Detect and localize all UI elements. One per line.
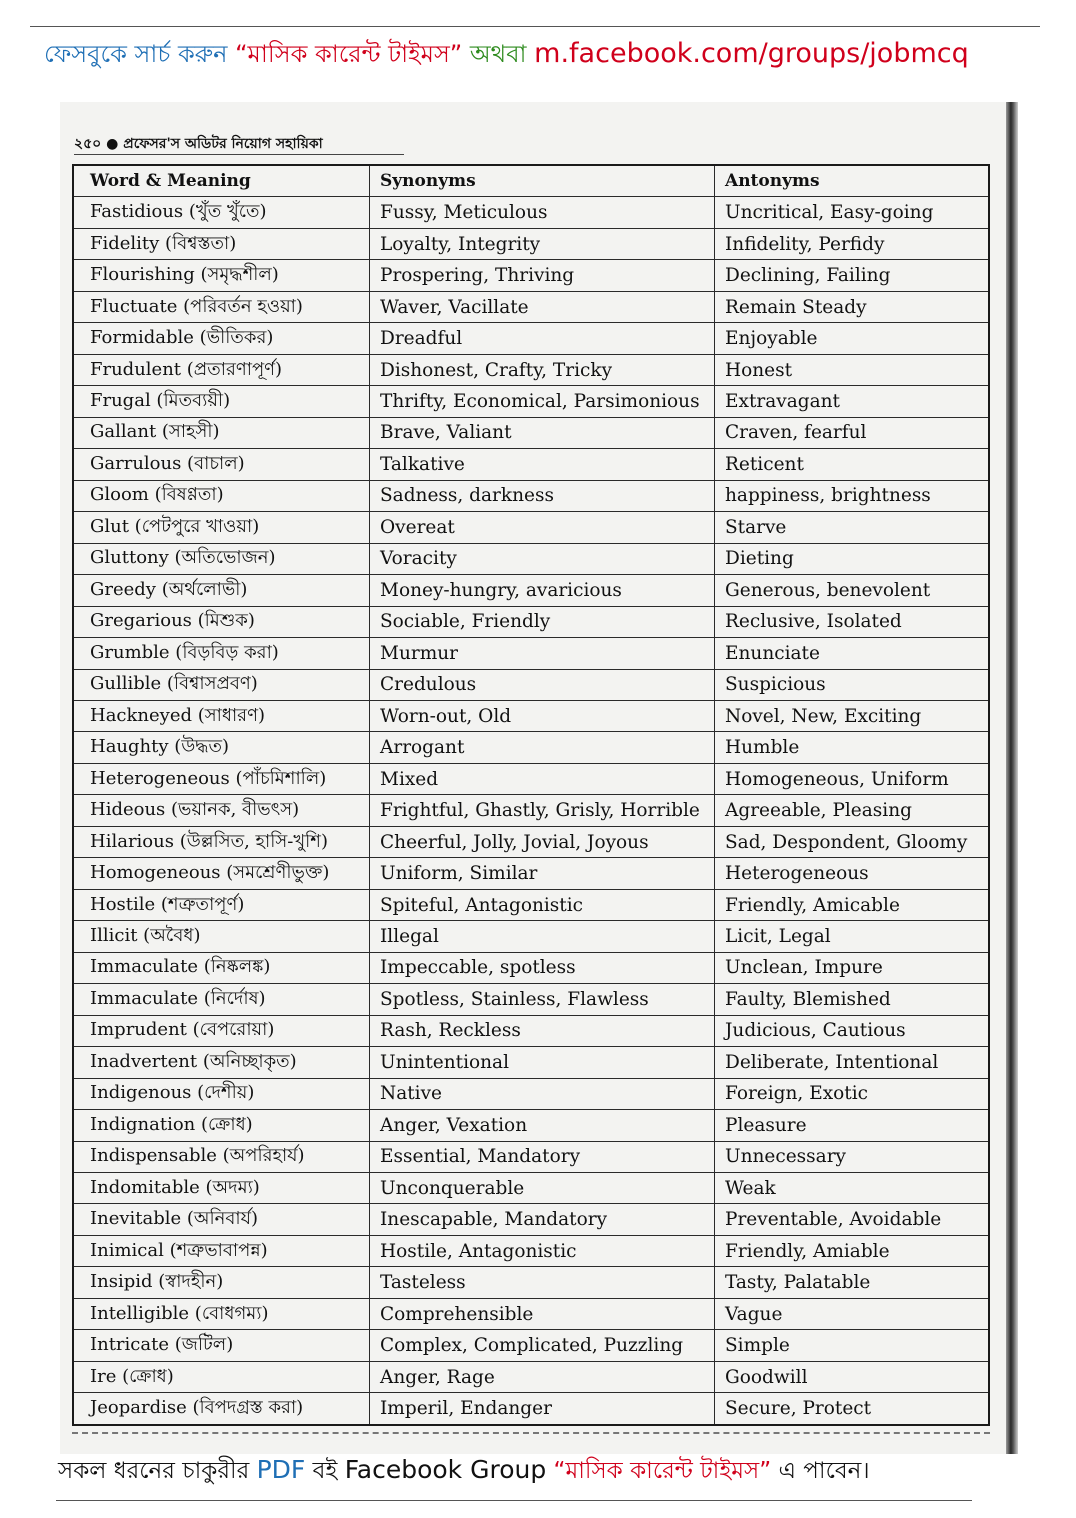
word-cell: Inimical (শত্রুভাবাপন্ন) [74,1236,370,1266]
table-row [74,323,988,354]
page-header: ২৫০ ● প্রফেসর'স অডিটর নিয়োগ সহায়িকা [74,136,323,152]
synonyms-cell: Waver, Vacillate [370,292,715,322]
table-header-row [74,166,988,197]
word-cell: Homogeneous (সমশ্রেণীভুক্ত) [74,858,370,888]
synonyms-cell: Sadness, darkness [370,481,715,511]
header-underline [74,154,404,155]
table-row [74,795,988,826]
synonyms-cell: Sociable, Friendly [370,607,715,637]
word-cell: Greedy (অর্থলোভী) [74,575,370,605]
word-cell: Inevitable (অনিবার্য) [74,1204,370,1234]
antonyms-cell: Weak [725,1177,776,1199]
word-cell: Gullible (বিশ্বাসপ্রবণ) [74,670,370,700]
word-cell: Gallant (সাহসী) [74,418,370,448]
synonyms-cell: Impeccable, spotless [370,953,715,983]
synonyms-cell: Dreadful [370,323,715,353]
word-cell: Imprudent (বেপরোয়া) [74,1016,370,1046]
synonyms-cell: Prospering, Thriving [370,260,715,290]
word-cell: Fluctuate (পরিবর্তন হওয়া) [74,292,370,322]
word-cell: Heterogeneous (পাঁচমিশালি) [74,764,370,794]
antonyms-cell: Craven, fearful [725,422,867,444]
table-bottom-dashes [72,1432,990,1434]
word-cell: Immaculate (নির্দোষ) [74,984,370,1014]
table-row [74,1267,988,1298]
table-row [74,1299,988,1330]
column-header-word: Word & Meaning [74,166,370,196]
table-row [74,1204,988,1235]
table-row [74,1173,988,1204]
word-cell: Haughty (উদ্ধত) [74,732,370,762]
table-row [74,1047,988,1078]
word-cell: Gloom (বিষণ্ণতা) [74,481,370,511]
table-row [74,1110,988,1141]
table-row [74,1330,988,1361]
word-cell: Grumble (বিড়বিড় করা) [74,638,370,668]
table-row [74,890,988,921]
antonyms-cell: Judicious, Cautious [725,1020,906,1042]
synonyms-cell: Arrogant [370,732,715,762]
antonyms-cell: Unnecessary [725,1146,846,1168]
antonyms-cell: Suspicious [725,674,826,696]
antonyms-cell: Honest [725,359,793,381]
antonyms-cell: Homogeneous, Uniform [725,768,949,790]
synonyms-cell: Spotless, Stainless, Flawless [370,984,715,1014]
word-cell: Fastidious (খুঁত খুঁতে) [74,197,370,227]
bottom-text-2: বই [312,1458,338,1484]
synonyms-cell: Essential, Mandatory [370,1142,715,1172]
bottom-group-name: “মাসিক কারেন্ট টাইমস” [553,1458,772,1484]
word-cell: Indigenous (দেশীয়) [74,1079,370,1109]
table-row [74,418,988,449]
page-binding-edge [1006,102,1018,1454]
antonyms-cell: Licit, Legal [725,925,831,947]
table-row [74,355,988,386]
synonyms-cell: Unintentional [370,1047,715,1077]
synonyms-cell: Money-hungry, avaricious [370,575,715,605]
antonyms-cell: Enunciate [725,642,820,664]
synonyms-cell: Comprehensible [370,1299,715,1329]
antonyms-cell: happiness, brightness [725,485,931,507]
antonyms-cell: Heterogeneous [725,863,869,885]
antonyms-cell: Uncritical, Easy-going [725,202,934,224]
antonyms-cell: Pleasure [725,1114,807,1136]
synonyms-cell: Fussy, Meticulous [370,197,715,227]
bottom-text-3: এ পাবেন। [778,1458,870,1484]
table-row [74,921,988,952]
table-row [74,1016,988,1047]
table-row [74,544,988,575]
antonyms-cell: Goodwill [725,1366,808,1388]
antonyms-cell: Foreign, Exotic [725,1083,868,1105]
bottom-facebook-group: Facebook Group [344,1455,547,1484]
antonyms-cell: Infidelity, Perfidy [725,233,885,255]
table-row [74,292,988,323]
table-row [74,260,988,291]
word-cell: Indignation (ক্রোধ) [74,1110,370,1140]
column-header-antonyms: Antonyms [725,171,820,192]
antonyms-cell: Sad, Despondent, Gloomy [725,831,968,853]
antonyms-cell: Vague [725,1303,783,1325]
antonyms-cell: Dieting [725,548,794,570]
word-cell: Hackneyed (সাধারণ) [74,701,370,731]
banner-search-text: ফেসবুকে সার্চ করুন [44,40,228,68]
antonyms-cell: Reclusive, Isolated [725,611,902,633]
word-cell: Ire (ক্রোধ) [74,1362,370,1392]
synonyms-cell: Tasteless [370,1267,715,1297]
antonyms-cell: Secure, Protect [725,1398,872,1420]
table-row [74,701,988,732]
table-row [74,575,988,606]
word-cell: Gregarious (মিশুক) [74,607,370,637]
synonyms-cell: Overeat [370,512,715,542]
word-cell: Insipid (স্বাদহীন) [74,1267,370,1297]
banner-or-text: অথবা [469,40,527,68]
synonyms-cell: Native [370,1079,715,1109]
column-header-synonyms: Synonyms [370,166,715,196]
antonyms-cell: Faulty, Blemished [725,988,891,1010]
synonyms-cell: Credulous [370,670,715,700]
table-row [74,858,988,889]
synonyms-cell: Mixed [370,764,715,794]
synonyms-cell: Cheerful, Jolly, Jovial, Joyous [370,827,715,857]
synonyms-cell: Brave, Valiant [370,418,715,448]
word-cell: Hideous (ভয়ানক, বীভৎস) [74,795,370,825]
word-cell: Jeopardise (বিপদগ্রস্ত করা) [74,1393,370,1423]
antonyms-cell: Agreeable, Pleasing [725,800,912,822]
top-banner [44,38,1044,70]
antonyms-cell: Friendly, Amiable [725,1240,890,1262]
antonyms-cell: Humble [725,737,800,759]
table-row [74,197,988,228]
table-row [74,1142,988,1173]
antonyms-cell: Reticent [725,453,804,475]
synonyms-cell: Imperil, Endanger [370,1393,715,1423]
word-cell: Frugal (মিতব্যয়ী) [74,386,370,416]
antonyms-cell: Novel, New, Exciting [725,705,922,727]
antonyms-cell: Unclean, Impure [725,957,883,979]
banner-group-name: “মাসিক কারেন্ট টাইমস” [235,40,463,68]
synonyms-cell: Dishonest, Crafty, Tricky [370,355,715,385]
banner-group-link[interactable]: m.facebook.com/groups/jobmcq [534,38,969,69]
table-row [74,1079,988,1110]
synonyms-cell: Unconquerable [370,1173,715,1203]
word-cell: Intelligible (বোধগম্য) [74,1299,370,1329]
synonyms-cell: Thrifty, Economical, Parsimonious [370,386,715,416]
synonyms-cell: Loyalty, Integrity [370,229,715,259]
top-divider [30,26,1040,27]
word-cell: Inadvertent (অনিচ্ছাকৃত) [74,1047,370,1077]
bottom-text-1: সকল ধরনের চাকুরীর [58,1458,250,1484]
synonyms-cell: Anger, Rage [370,1362,715,1392]
bottom-divider [56,1500,972,1501]
word-cell: Flourishing (সমৃদ্ধশীল) [74,260,370,290]
synonyms-cell: Frightful, Ghastly, Grisly, Horrible [370,795,715,825]
antonyms-cell: Declining, Failing [725,265,891,287]
synonyms-cell: Complex, Complicated, Puzzling [370,1330,715,1360]
synonyms-cell: Inescapable, Mandatory [370,1204,715,1234]
word-cell: Indispensable (অপরিহার্য) [74,1142,370,1172]
antonyms-cell: Generous, benevolent [725,579,931,601]
table-row [74,229,988,260]
word-cell: Hostile (শত্রুতাপূর্ণ) [74,890,370,920]
table-row [74,449,988,480]
antonyms-cell: Remain Steady [725,296,867,318]
table-row [74,827,988,858]
word-cell: Formidable (ভীতিকর) [74,323,370,353]
table-row [74,732,988,763]
antonyms-cell: Simple [725,1335,790,1357]
synonyms-cell: Uniform, Similar [370,858,715,888]
antonyms-cell: Extravagant [725,391,840,413]
bottom-banner [58,1454,1058,1487]
bottom-pdf-text: PDF [256,1455,306,1484]
table-row [74,607,988,638]
antonyms-cell: Preventable, Avoidable [725,1209,942,1231]
table-row [74,638,988,669]
word-cell: Hilarious (উল্লসিত, হাসি-খুশি) [74,827,370,857]
synonyms-cell: Worn-out, Old [370,701,715,731]
synonyms-cell: Talkative [370,449,715,479]
table-row [74,1236,988,1267]
table-row [74,1362,988,1393]
table-row [74,386,988,417]
scanned-page [60,102,1018,1454]
synonyms-cell: Voracity [370,544,715,574]
word-cell: Garrulous (বাচাল) [74,449,370,479]
antonyms-cell: Enjoyable [725,328,818,350]
table-row [74,953,988,984]
word-cell: Glut (পেটপুরে খাওয়া) [74,512,370,542]
word-cell: Fidelity (বিশ্বস্ততা) [74,229,370,259]
word-cell: Gluttony (অতিভোজন) [74,544,370,574]
antonyms-cell: Starve [725,516,787,538]
synonyms-cell: Spiteful, Antagonistic [370,890,715,920]
antonyms-cell: Tasty, Palatable [725,1272,871,1294]
table-row [74,1393,988,1423]
table-row [74,670,988,701]
vocabulary-table [72,164,990,1426]
synonyms-cell: Murmur [370,638,715,668]
antonyms-cell: Deliberate, Intentional [725,1051,939,1073]
antonyms-cell: Friendly, Amicable [725,894,900,916]
synonyms-cell: Rash, Reckless [370,1016,715,1046]
table-row [74,984,988,1015]
table-row [74,512,988,543]
synonyms-cell: Hostile, Antagonistic [370,1236,715,1266]
word-cell: Immaculate (নিষ্কলঙ্ক) [74,953,370,983]
word-cell: Indomitable (অদম্য) [74,1173,370,1203]
word-cell: Intricate (জটিল) [74,1330,370,1360]
synonyms-cell: Anger, Vexation [370,1110,715,1140]
word-cell: Illicit (অবৈধ) [74,921,370,951]
table-row [74,481,988,512]
synonyms-cell: Illegal [370,921,715,951]
word-cell: Frudulent (প্রতারণাপূর্ণ) [74,355,370,385]
table-row [74,764,988,795]
